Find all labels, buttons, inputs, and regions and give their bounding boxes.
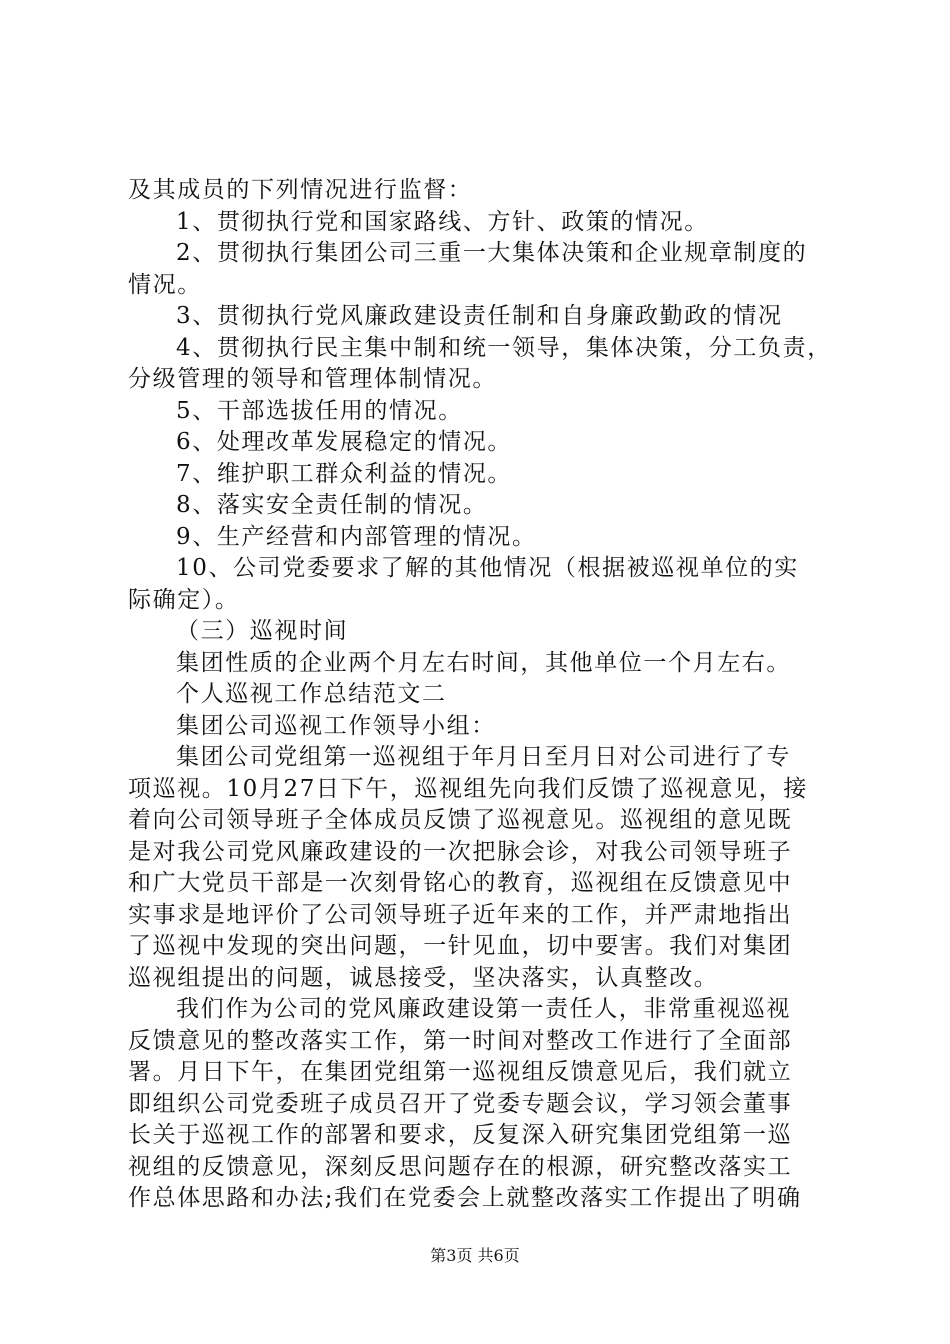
- text-line: 巡视组提出的问题，诚恳接受，坚决落实，认真整改。: [128, 964, 719, 991]
- text-line: 我们作为公司的党风廉政建设第一责任人，非常重视巡视: [176, 996, 791, 1022]
- text-line: 10、公司党委要求了解的其他情况（根据被巡视单位的实: [176, 555, 799, 581]
- text-line: 1、贯彻执行党和国家路线、方针、政策的情况。: [176, 208, 709, 235]
- text-line: 了巡视中发现的突出问题，一针见血，切中要害。我们对集团: [128, 933, 793, 959]
- text-line: 实事求是地评价了公司领导班子近年来的工作，并严肃地指出: [128, 901, 793, 928]
- text-line: 6、处理改革发展稳定的情况。: [176, 429, 513, 455]
- text-line: 集团公司巡视工作领导小组：: [176, 712, 496, 739]
- document-body: [128, 175, 848, 1215]
- text-line: 4、贯彻执行民主集中制和统一领导，集体决策，分工负责，: [176, 334, 832, 361]
- text-line: 着向公司领导班子全体成员反馈了巡视意见。巡视组的意见既: [128, 807, 793, 833]
- page-footer: 第3页 共6页: [430, 1246, 520, 1265]
- text-line: 集团公司党组第一巡视组于年月日至月日对公司进行了专: [176, 744, 791, 770]
- text-line: 是对我公司党风廉政建设的一次把脉会诊，对我公司领导班子: [128, 838, 793, 865]
- text-line: 署。月日下午，在集团党组第一巡视组反馈意见后，我们就立: [128, 1059, 793, 1085]
- text-line: 作总体思路和办法;我们在党委会上就整改落实工作提出了明确: [128, 1185, 802, 1211]
- text-line: 长关于巡视工作的部署和要求，反复深入研究集团党组第一巡: [128, 1122, 793, 1148]
- text-line: 视组的反馈意见，深刻反思问题存在的根源，研究整改落实工: [128, 1153, 793, 1180]
- text-line: 7、维护职工群众利益的情况。: [176, 460, 513, 487]
- text-line: 分级管理的领导和管理体制情况。: [128, 366, 497, 392]
- text-line: 际确定）。: [128, 586, 240, 613]
- text-line: 及其成员的下列情况进行监督：: [128, 177, 473, 203]
- text-line: 情况。: [128, 271, 202, 298]
- text-line: 8、落实安全责任制的情况。: [176, 492, 488, 518]
- text-line: 5、干部选拔任用的情况。: [176, 397, 463, 424]
- text-line: 集团性质的企业两个月左右时间，其他单位一个月左右。: [176, 649, 791, 676]
- text-line: 9、生产经营和内部管理的情况。: [176, 523, 537, 550]
- text-line: 项巡视。10月27日下午，巡视组先向我们反馈了巡视意见，接: [128, 775, 808, 802]
- text-line: 反馈意见的整改落实工作，第一时间对整改工作进行了全面部: [128, 1027, 793, 1054]
- text-line: 3、贯彻执行党风廉政建设责任制和自身廉政勤政的情况: [176, 303, 783, 329]
- text-line: 2、贯彻执行集团公司三重一大集体决策和企业规章制度的: [176, 240, 808, 266]
- text-line: 即组织公司党委班子成员召开了党委专题会议，学习领会董事: [128, 1090, 793, 1117]
- text-line: 和广大党员干部是一次刻骨铭心的教育，巡视组在反馈意见中: [128, 870, 793, 896]
- text-line: 个人巡视工作总结范文二: [176, 681, 447, 707]
- text-line: （三）巡视时间: [176, 618, 349, 644]
